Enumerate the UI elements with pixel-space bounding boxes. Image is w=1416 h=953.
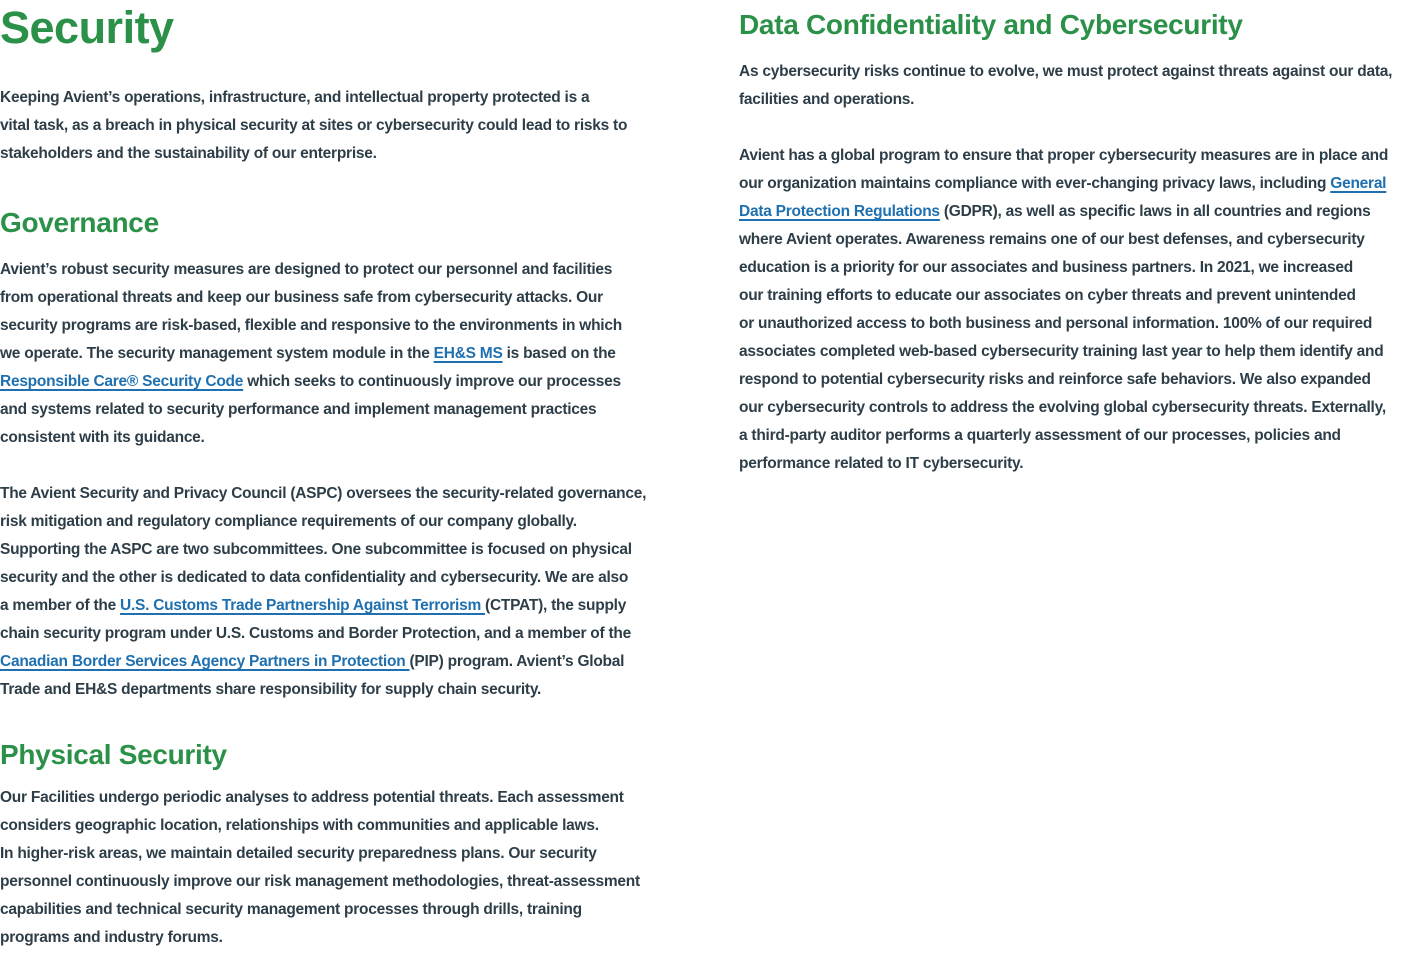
page-title: Security xyxy=(0,2,174,53)
text-line xyxy=(739,310,1416,338)
text-line xyxy=(739,86,1416,114)
text-run: consistent with its guidance. xyxy=(0,429,205,446)
text-line xyxy=(739,422,1416,450)
text-line xyxy=(0,868,712,896)
text-line xyxy=(0,592,712,620)
text-run: (GDPR), as well as specific laws in all countries and regions xyxy=(939,203,1371,220)
governance-paragraph-2 xyxy=(0,480,712,704)
right-column xyxy=(739,0,1416,478)
text-line xyxy=(739,254,1416,282)
text-run: associates completed web-based cybersecurity training last year to help them identify and xyxy=(739,343,1384,360)
text-link[interactable]: Responsible Care® Security Code xyxy=(0,373,244,390)
text-line xyxy=(0,84,712,112)
text-run: Supporting the ASPC are two subcommittees. One subcommittee is focused on physical xyxy=(0,541,632,558)
text-run: considers geographic location, relationships with communities and applicable laws. xyxy=(0,817,599,834)
text-run: our training efforts to educate our associates on cyber threats and prevent unintended xyxy=(739,287,1356,304)
text-line xyxy=(0,676,712,704)
text-line xyxy=(0,140,712,168)
text-line xyxy=(739,170,1416,198)
text-line xyxy=(739,282,1416,310)
text-run: Avient has a global program to ensure that proper cybersecurity measures are in place and xyxy=(739,147,1389,164)
text-run: which seeks to continuously improve our processes xyxy=(243,373,621,390)
text-line xyxy=(0,424,712,452)
text-run: our organization maintains compliance with ever-changing privacy laws, including xyxy=(739,175,1331,192)
text-run: performance related to IT cybersecurity. xyxy=(739,455,1024,472)
text-link[interactable]: U.S. Customs Trade Partnership Against Terrorism xyxy=(120,597,486,614)
text-run: In higher-risk areas, we maintain detailed security preparedness plans. Our security xyxy=(0,845,597,862)
governance-paragraph-1 xyxy=(0,256,712,452)
text-line xyxy=(0,784,712,812)
text-line xyxy=(0,312,712,340)
text-line xyxy=(0,620,712,648)
text-run: Trade and EH&S departments share responsibility for supply chain security. xyxy=(0,681,542,698)
text-run: risk mitigation and regulatory compliance requirements of our company globally. xyxy=(0,513,577,530)
text-run: personnel continuously improve our risk management methodologies, threat-assessment xyxy=(0,873,640,890)
text-line xyxy=(739,450,1416,478)
intro-paragraph xyxy=(0,84,712,168)
text-run: The Avient Security and Privacy Council (ASPC) oversees the security-related governance, xyxy=(0,485,647,502)
text-run: security and the other is dedicated to data confidentiality and cybersecurity. We are also xyxy=(0,569,629,586)
text-run: and systems related to security performance and implement management practices xyxy=(0,401,597,418)
text-run: education is a priority for our associates and business partners. In 2021, we increased xyxy=(739,259,1353,276)
text-run: security programs are risk-based, flexible and responsive to the environments in which xyxy=(0,317,622,334)
text-line xyxy=(0,648,712,676)
text-link[interactable]: Canadian Border Services Agency Partners in Protection xyxy=(0,653,410,670)
text-line xyxy=(739,226,1416,254)
text-run: chain security program under U.S. Customs and Border Protection, and a member of the xyxy=(0,625,631,642)
text-line xyxy=(739,394,1416,422)
text-run: Avient’s robust security measures are designed to protect our personnel and facilities xyxy=(0,261,613,278)
text-line xyxy=(739,198,1416,226)
text-run: where Avient operates. Awareness remains one of our best defenses, and cybersecurity xyxy=(739,231,1365,248)
text-line xyxy=(0,480,712,508)
text-line xyxy=(0,508,712,536)
text-line xyxy=(0,812,712,840)
text-run: vital task, as a breach in physical security at sites or cybersecurity could lead to risks to xyxy=(0,117,628,134)
section-heading-governance: Governance xyxy=(0,207,159,238)
text-run: facilities and operations. xyxy=(739,91,915,108)
text-link[interactable]: EH&S MS xyxy=(433,345,503,362)
text-run: capabilities and technical security management processes through drills, training xyxy=(0,901,582,918)
text-line xyxy=(0,340,712,368)
text-run: from operational threats and keep our business safe from cybersecurity attacks. Our xyxy=(0,289,603,306)
text-run: a third-party auditor performs a quarterly assessment of our processes, policies and xyxy=(739,427,1341,444)
text-line xyxy=(0,368,712,396)
text-run: our cybersecurity controls to address the evolving global cybersecurity threats. Externally, xyxy=(739,399,1386,416)
text-line xyxy=(739,58,1416,86)
text-run: As cybersecurity risks continue to evolve, we must protect against threats against our data, xyxy=(739,63,1393,80)
text-line xyxy=(739,338,1416,366)
text-line xyxy=(0,536,712,564)
text-run: respond to potential cybersecurity risks and reinforce safe behaviors. We also expanded xyxy=(739,371,1371,388)
text-run: Keeping Avient’s operations, infrastructure, and intellectual property protected is a xyxy=(0,89,590,106)
text-run: (PIP) program. Avient’s Global xyxy=(409,653,625,670)
text-line xyxy=(0,284,712,312)
text-link[interactable]: Data Protection Regulations xyxy=(739,203,940,220)
text-line xyxy=(0,256,712,284)
text-line xyxy=(0,924,712,952)
data-confidentiality-paragraph-1 xyxy=(739,58,1416,114)
text-line xyxy=(0,112,712,140)
text-run: a member of the xyxy=(0,597,121,614)
text-line xyxy=(739,366,1416,394)
text-run: we operate. The security management system module in the xyxy=(0,345,434,362)
text-run: or unauthorized access to both business and personal information. 100% of our required xyxy=(739,315,1373,332)
text-line xyxy=(739,142,1416,170)
text-link[interactable]: General xyxy=(1330,175,1387,192)
data-confidentiality-paragraph-2 xyxy=(739,142,1416,478)
text-run: stakeholders and the sustainability of our enterprise. xyxy=(0,145,377,162)
text-line xyxy=(0,396,712,424)
text-line xyxy=(0,840,712,868)
text-line xyxy=(0,564,712,592)
text-run: is based on the xyxy=(502,345,616,362)
text-run: Our Facilities undergo periodic analyses to address potential threats. Each assessment xyxy=(0,789,624,806)
physical-security-paragraph xyxy=(0,784,712,952)
text-run: (CTPAT), the supply xyxy=(485,597,627,614)
section-heading-data-confidentiality: Data Confidentiality and Cybersecurity xyxy=(739,9,1243,40)
text-line xyxy=(0,896,712,924)
section-heading-physical-security: Physical Security xyxy=(0,739,227,770)
text-run: programs and industry forums. xyxy=(0,929,223,946)
